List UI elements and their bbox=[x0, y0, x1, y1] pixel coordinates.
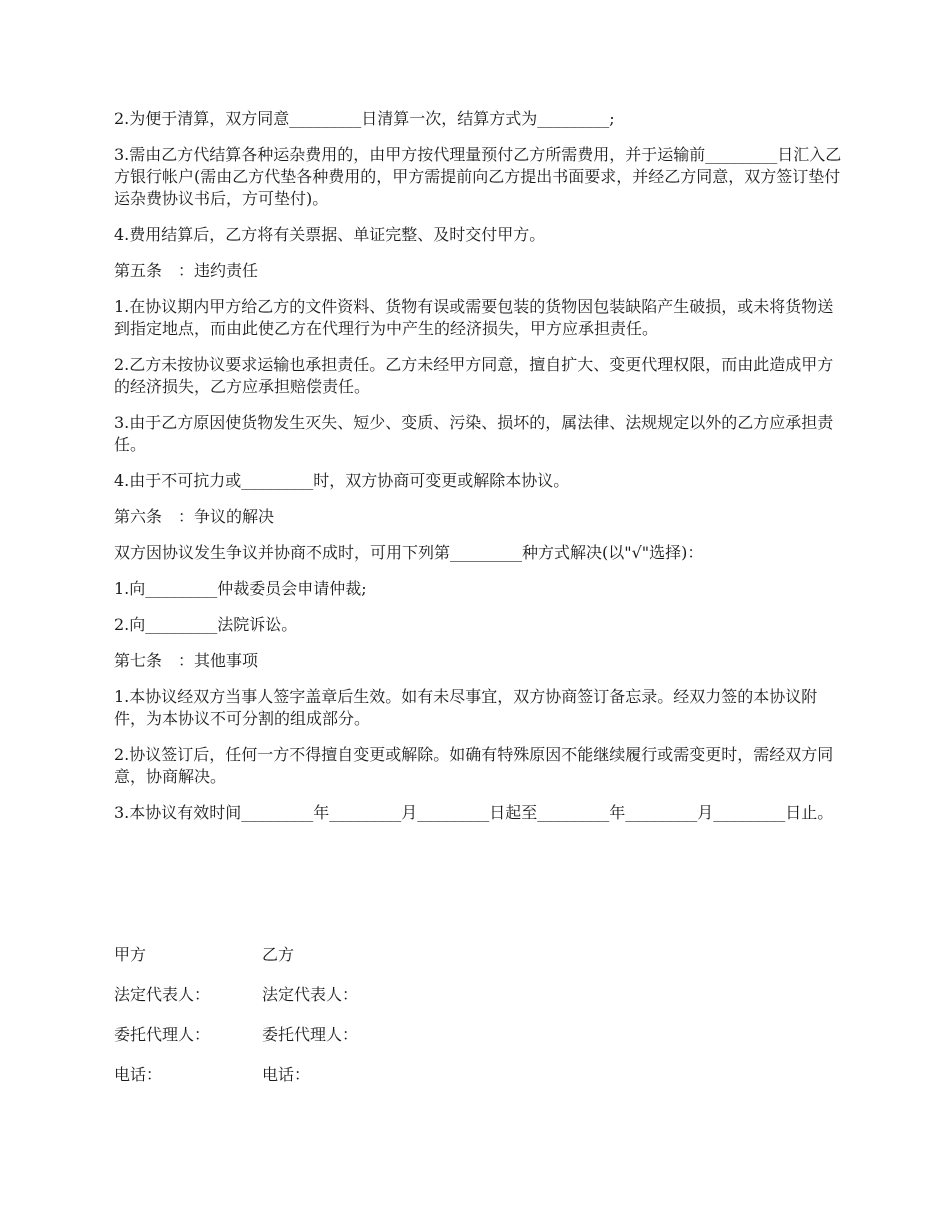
clause-prepayment: 3.需由乙方代结算各种运杂费用的，由甲方按代理量预付乙方所需费用，并于运输前_________日汇入乙方银行帐户(需由乙方代垫各种费用的，甲方需提前向乙方提出书面要求，并经乙方同意，双方签订垫付运杂费协议书后，方可垫付)。 bbox=[114, 145, 842, 208]
clause-litigation: 2.向_________法院诉讼。 bbox=[114, 615, 298, 634]
party-b-label: 乙方 bbox=[262, 945, 295, 964]
party-a-agent-label: 委托代理人： bbox=[114, 1025, 211, 1044]
party-b-phone-label: 电话： bbox=[262, 1065, 311, 1084]
party-b-agent-label: 委托代理人： bbox=[262, 1025, 359, 1044]
article-7-heading: 第七条 ：其他事项 bbox=[114, 651, 259, 670]
signature-row-agent bbox=[114, 1024, 514, 1046]
clause-cargo-loss: 3.由于乙方原因使货物发生灭失、短少、变质、污染、损坏的，属法律、法规规定以外的乙方应承担责任。 bbox=[114, 413, 834, 454]
clause-effectiveness: 1.本协议经双方当事人签字盖章后生效。如有未尽事宜，双方协商签订备忘录。经双力签的本协议附件，为本协议不可分割的组成部分。 bbox=[114, 687, 818, 728]
article-6-heading: 第六条 ：争议的解决 bbox=[114, 507, 275, 526]
clause-settlement-period: 2.为便于清算，双方同意_________日清算一次，结算方式为_________; bbox=[114, 109, 615, 128]
signature-row-phone bbox=[114, 1064, 514, 1086]
clause-party-b-liability: 2.乙方未按协议要求运输也承担责任。乙方未经甲方同意，擅自扩大、变更代理权限，而由此造成甲方的经济损失，乙方应承担赔偿责任。 bbox=[114, 355, 834, 396]
clause-arbitration: 1.向_________仲裁委员会申请仲裁; bbox=[114, 579, 367, 598]
party-a-label: 甲方 bbox=[114, 945, 147, 964]
article-5-heading: 第五条 ：违约责任 bbox=[114, 261, 259, 280]
signature-row-parties bbox=[114, 944, 514, 966]
clause-force-majeure: 4.由于不可抗力或_________时，双方协商可变更或解除本协议。 bbox=[114, 471, 570, 490]
clause-party-a-liability: 1.在协议期内甲方给乙方的文件资料、货物有误或需要包装的货物因包装缺陷产生破损，或未将货物送到指定地点，而由此使乙方在代理行为中产生的经济损失，甲方应承担责任。 bbox=[114, 297, 834, 338]
signature-block bbox=[114, 944, 514, 1104]
clause-validity-period: 3.本协议有效时间_________年_________月_________日起至_________年_________月_________日止。 bbox=[114, 803, 834, 822]
party-a-legal-rep-label: 法定代表人： bbox=[114, 985, 211, 1004]
clause-modification: 2.协议签订后，任何一方不得擅自变更或解除。如确有特殊原因不能继续履行或需变更时，需经双方同意，协商解决。 bbox=[114, 745, 834, 786]
party-b-legal-rep-label: 法定代表人： bbox=[262, 985, 359, 1004]
clause-documents-delivery: 4.费用结算后，乙方将有关票据、单证完整、及时交付甲方。 bbox=[114, 225, 546, 244]
party-a-phone-label: 电话： bbox=[114, 1065, 163, 1084]
signature-row-legal-rep bbox=[114, 984, 514, 1006]
document-body bbox=[114, 108, 844, 838]
clause-dispute-method: 双方因协议发生争议并协商不成时，可用下列第_________种方式解决(以"√"选择)： bbox=[114, 543, 704, 562]
